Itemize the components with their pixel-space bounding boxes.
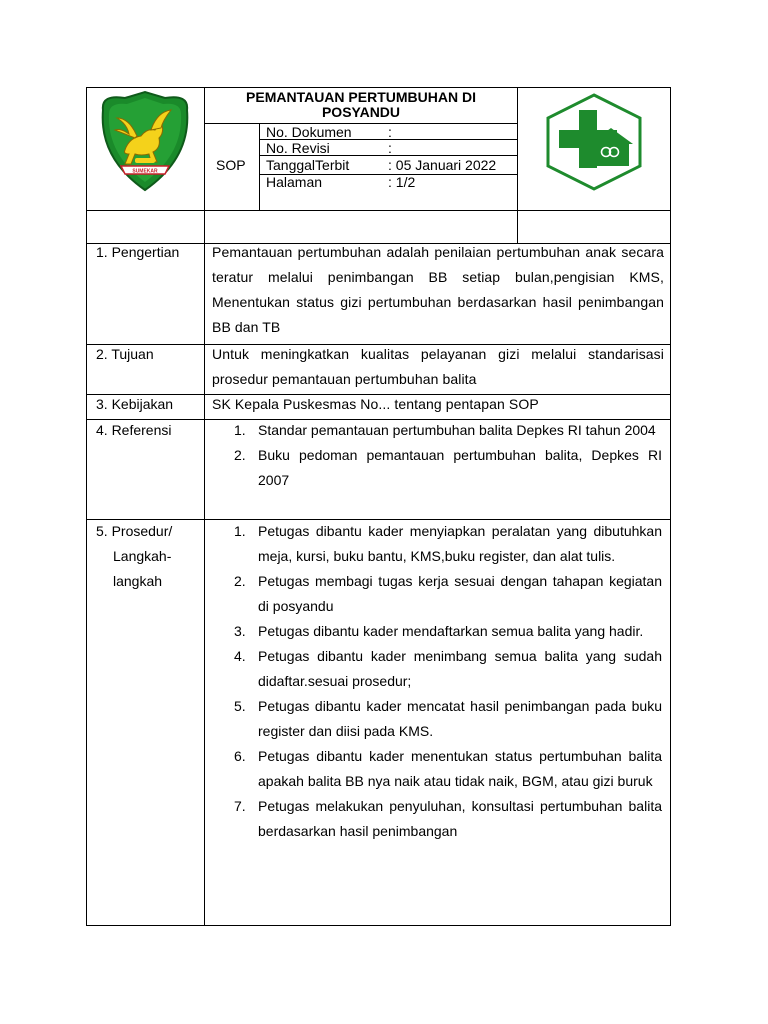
list-item — [212, 694, 662, 744]
page-title: PEMANTAUAN PERTUMBUHAN DI POSYANDU — [246, 89, 476, 120]
header-title-divider — [204, 123, 517, 124]
table-line-col2 — [517, 87, 518, 244]
logo-bull-icon — [135, 158, 155, 163]
list-item — [212, 569, 662, 619]
sop-label: SOP — [216, 157, 246, 173]
list-item-text: Petugas dibantu kader menyiapkan peralatan yang dibutuhkan meja, kursi, buku bantu, KMS,buku register, dan alat tulis. — [258, 523, 662, 564]
list-item — [212, 519, 662, 569]
header-sop-divider — [259, 123, 260, 211]
logo-ribbon — [121, 166, 169, 175]
pengertian-label: 1. Pengertian — [96, 244, 180, 260]
list-item — [212, 744, 662, 794]
meta-key-no-dokumen: No. Dokumen — [266, 124, 352, 140]
table-border-left — [86, 87, 87, 926]
table-line-col1 — [204, 87, 205, 926]
tujuan-text: Untuk meningkatkan kualitas pelayanan gizi melalui standarisasi prosedur pemantauan pertumbuhan balita — [212, 346, 664, 387]
list-item-number: 3. — [234, 623, 246, 639]
prosedur-list — [212, 519, 662, 844]
list-item-number: 1. — [234, 422, 246, 438]
list-item-text: Petugas dibantu kader menimbang semua balita yang sudah didaftar.sesuai prosedur; — [258, 648, 662, 689]
list-item-number: 1. — [234, 523, 246, 539]
meta-value-tanggal-terbit: : 05 Januari 2022 — [388, 157, 497, 173]
meta-value-no-dokumen: : — [388, 124, 392, 140]
table-border-bottom — [86, 925, 671, 926]
list-item — [212, 418, 662, 443]
list-item — [212, 619, 662, 644]
referensi-list — [212, 418, 662, 493]
list-item-text: Petugas membagi tugas kerja sesuai dengan tahapan kegiatan di posyandu — [258, 573, 662, 614]
svg-text:SUMEKAR: SUMEKAR — [132, 168, 158, 175]
prosedur-label-line-1: 5. Prosedur/ — [96, 523, 173, 539]
table-border-right — [670, 87, 671, 926]
prosedur-label-line-2: Langkah- — [113, 548, 172, 564]
puskesmas-logo — [545, 92, 643, 192]
prosedur-label — [96, 519, 172, 594]
list-item-number: 7. — [234, 798, 246, 814]
meta-value-no-revisi: : — [388, 140, 392, 156]
left-logo — [95, 88, 195, 196]
list-item-text: Standar pemantauan pertumbuhan balita Depkes RI tahun 2004 — [258, 422, 656, 438]
list-item-text: Buku pedoman pemantauan pertumbuhan balita, Depkes RI 2007 — [258, 447, 662, 488]
list-item-number: 2. — [234, 573, 246, 589]
meta-key-halaman: Halaman — [266, 174, 323, 190]
list-item-text: Petugas dibantu kader mencatat hasil penimbangan pada buku register dan diisi pada KMS. — [258, 698, 662, 739]
table-line-header-bottom — [86, 210, 671, 211]
kebijakan-text: SK Kepala Puskesmas No... tentang pentapan SOP — [212, 396, 539, 412]
meta-key-no-revisi: No. Revisi — [266, 140, 330, 156]
list-item-number: 4. — [234, 648, 246, 664]
list-item — [212, 644, 662, 694]
list-item-number: 5. — [234, 698, 246, 714]
kebijakan-label: 3. Kebijakan — [96, 396, 174, 412]
list-item — [212, 794, 662, 844]
list-item-text: Petugas melakukan penyuluhan, konsultasi pertumbuhan balita berdasarkan hasil penimbangan — [258, 798, 662, 839]
list-item — [212, 443, 662, 493]
tujuan-label: 2. Tujuan — [96, 346, 154, 362]
list-item-text: Petugas dibantu kader mendaftarkan semua balita yang hadir. — [258, 623, 644, 639]
meta-key-tanggal-terbit: TanggalTerbit — [266, 157, 350, 173]
list-item-number: 2. — [234, 447, 246, 463]
pengertian-text: Pemantauan pertumbuhan adalah penilaian pertumbuhan anak secara teratur melalui penimbangan BB setiap bulan,pengisian KMS, Menentukan status gizi pertumbuhan berdasarkan hasil penimbangan BB dan TB — [212, 244, 664, 335]
meta-value-halaman: : 1/2 — [388, 174, 416, 190]
referensi-label: 4. Referensi — [96, 422, 172, 438]
list-item-number: 6. — [234, 748, 246, 764]
list-item-text: Petugas dibantu kader menentukan status pertumbuhan balita apakah balita BB nya naik atau tidak naik, BGM, atau gizi buruk — [258, 748, 662, 789]
prosedur-label-line-3: langkah — [113, 573, 163, 589]
